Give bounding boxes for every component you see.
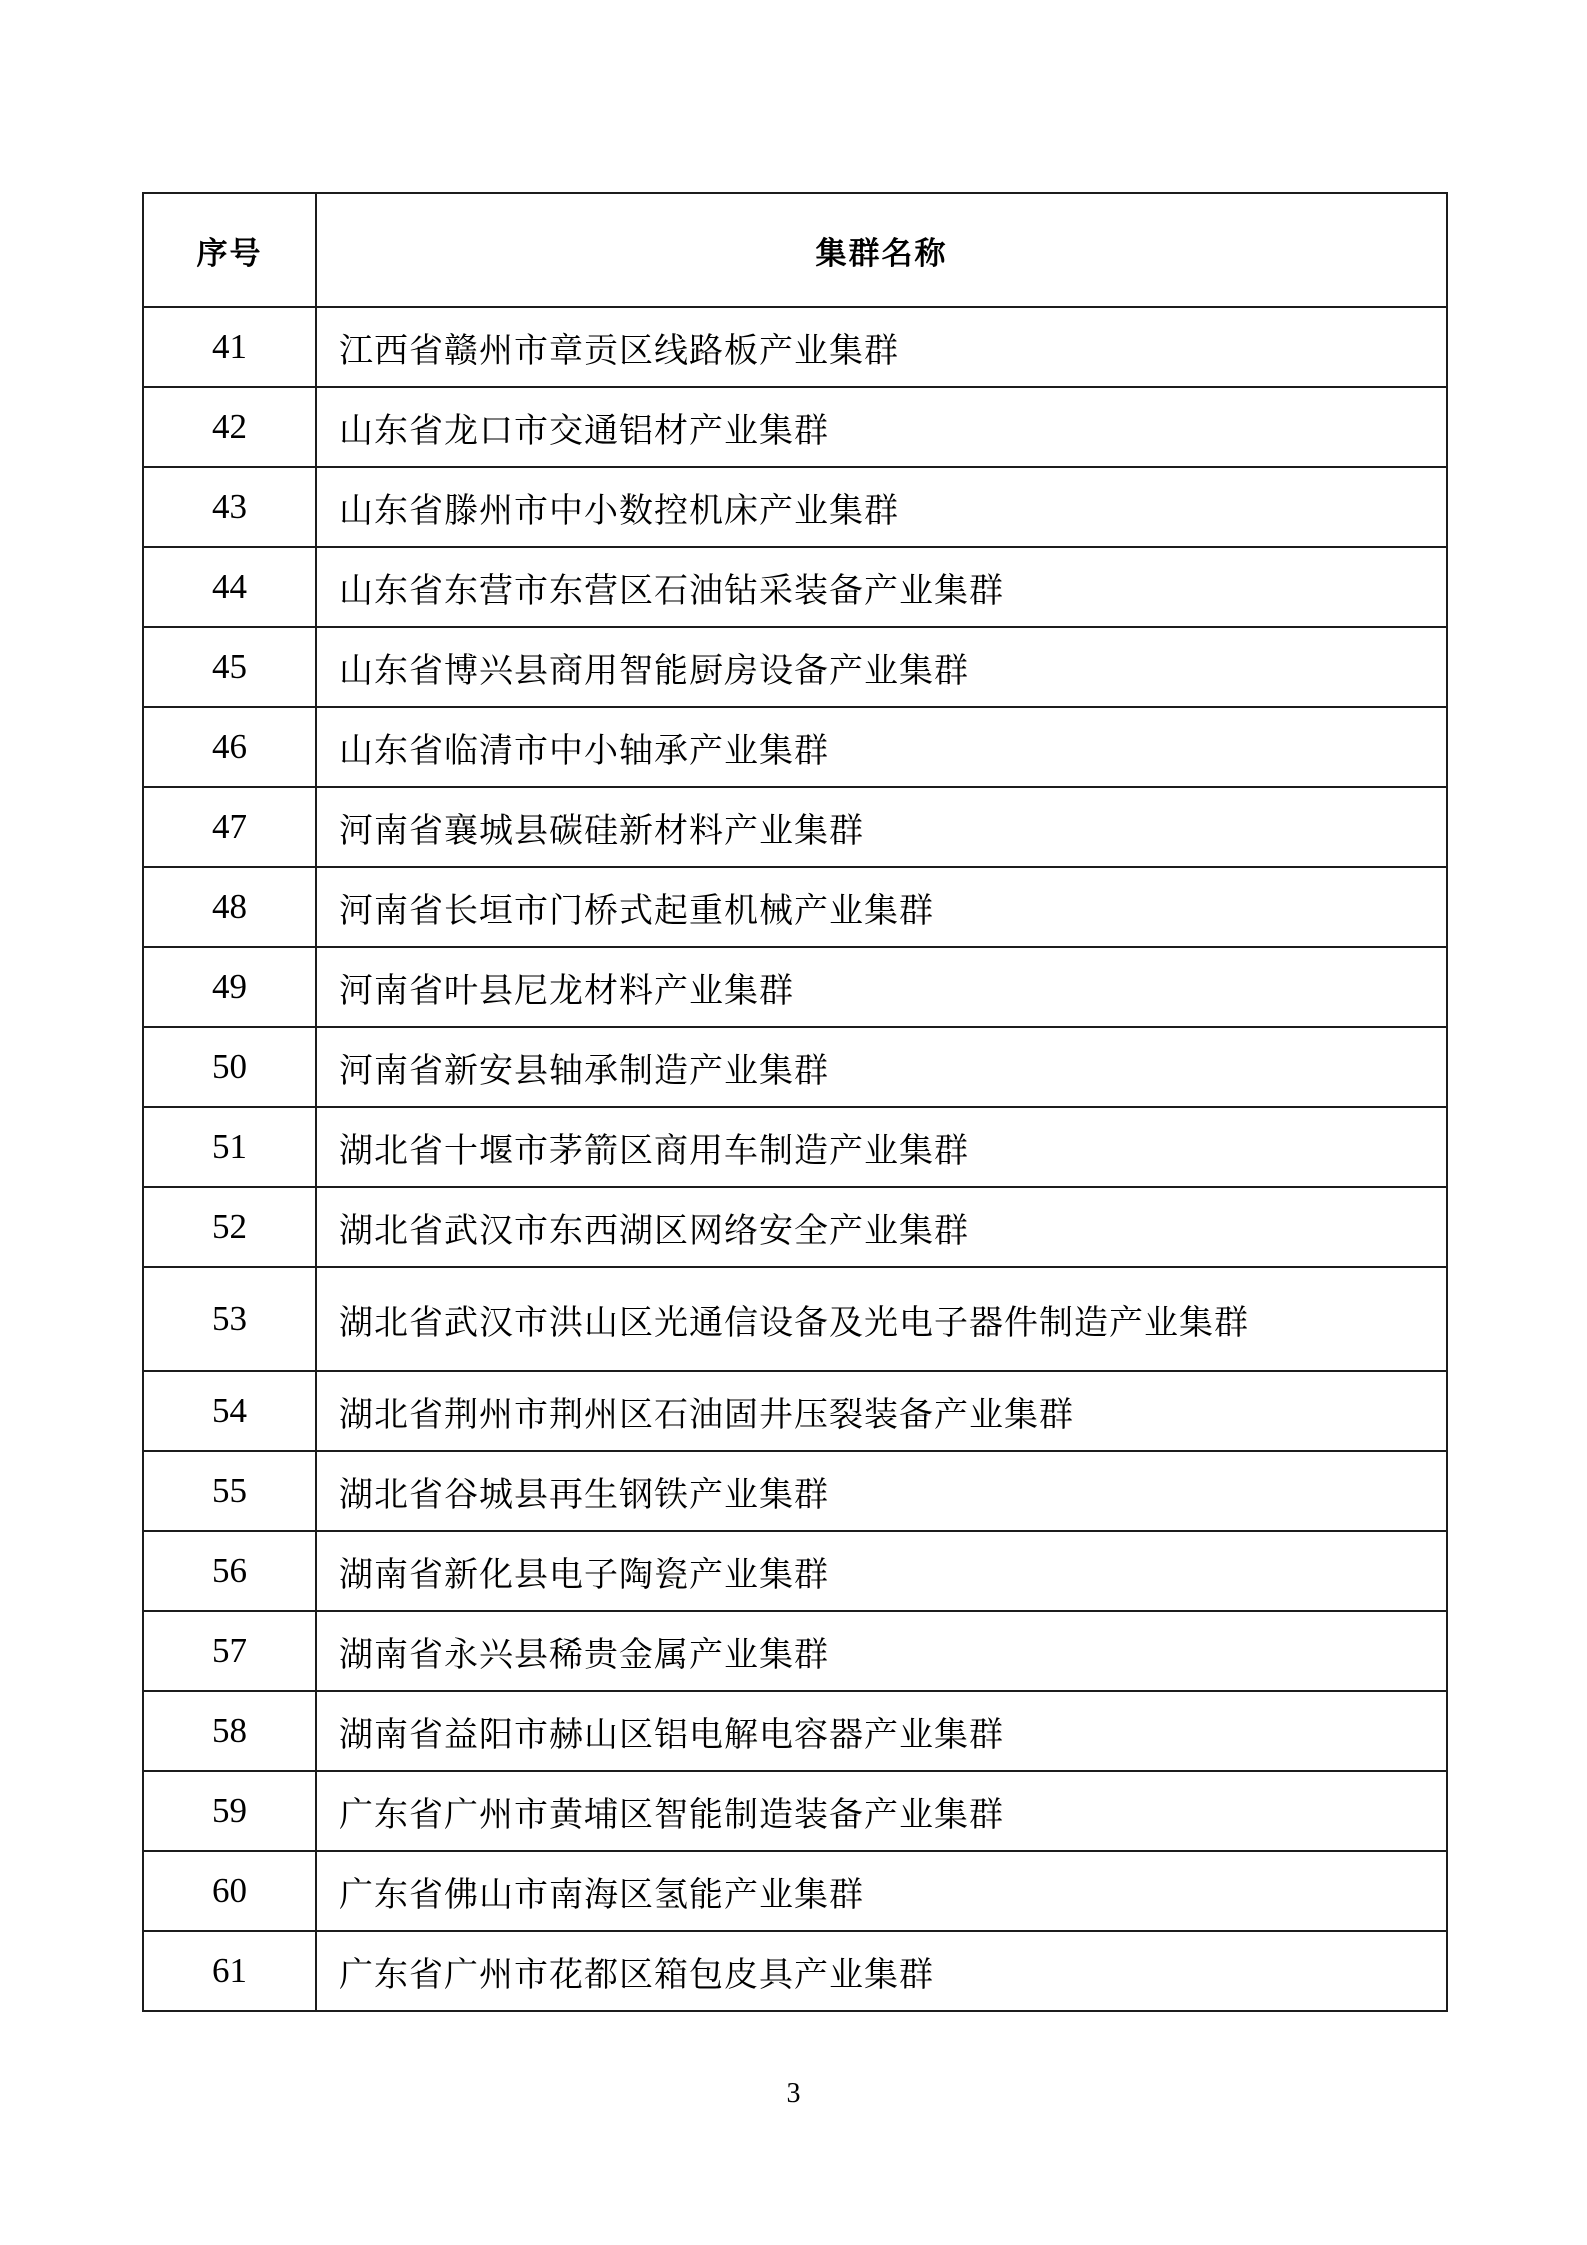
table-row bbox=[143, 867, 1447, 947]
cluster-name-cell: 河南省新安县轴承制造产业集群 bbox=[316, 1027, 1447, 1107]
row-index-cell: 43 bbox=[143, 467, 316, 547]
table-row bbox=[143, 947, 1447, 1027]
row-index-cell: 42 bbox=[143, 387, 316, 467]
table-row bbox=[143, 1107, 1447, 1187]
table-row bbox=[143, 1451, 1447, 1531]
cluster-name-cell: 湖北省荆州市荆州区石油固井压裂装备产业集群 bbox=[316, 1371, 1447, 1451]
cluster-name-cell: 山东省滕州市中小数控机床产业集群 bbox=[316, 467, 1447, 547]
table-row bbox=[143, 1851, 1447, 1931]
header-cell-cluster-name: 集群名称 bbox=[316, 193, 1447, 307]
row-index-cell: 45 bbox=[143, 627, 316, 707]
cluster-name-cell: 湖北省武汉市东西湖区网络安全产业集群 bbox=[316, 1187, 1447, 1267]
cluster-name-cell: 山东省博兴县商用智能厨房设备产业集群 bbox=[316, 627, 1447, 707]
row-index-cell: 52 bbox=[143, 1187, 316, 1267]
cluster-name-cell: 江西省赣州市章贡区线路板产业集群 bbox=[316, 307, 1447, 387]
table-row bbox=[143, 1611, 1447, 1691]
row-index-cell: 55 bbox=[143, 1451, 316, 1531]
cluster-name-cell: 河南省叶县尼龙材料产业集群 bbox=[316, 947, 1447, 1027]
cluster-name-cell: 湖北省谷城县再生钢铁产业集群 bbox=[316, 1451, 1447, 1531]
row-index-cell: 61 bbox=[143, 1931, 316, 2011]
row-index-cell: 47 bbox=[143, 787, 316, 867]
table-row bbox=[143, 1691, 1447, 1771]
table-row bbox=[143, 627, 1447, 707]
row-index-cell: 57 bbox=[143, 1611, 316, 1691]
cluster-table bbox=[142, 192, 1448, 2012]
row-index-cell: 44 bbox=[143, 547, 316, 627]
table-body bbox=[143, 307, 1447, 2011]
table-row bbox=[143, 307, 1447, 387]
cluster-name-cell: 山东省东营市东营区石油钻采装备产业集群 bbox=[316, 547, 1447, 627]
page-number: 3 bbox=[786, 2078, 801, 2109]
table-row bbox=[143, 1531, 1447, 1611]
table-row bbox=[143, 547, 1447, 627]
cluster-name-cell: 河南省长垣市门桥式起重机械产业集群 bbox=[316, 867, 1447, 947]
table-row bbox=[143, 387, 1447, 467]
cluster-name-cell: 河南省襄城县碳硅新材料产业集群 bbox=[316, 787, 1447, 867]
row-index-cell: 53 bbox=[143, 1267, 316, 1371]
table-row bbox=[143, 1187, 1447, 1267]
row-index-cell: 54 bbox=[143, 1371, 316, 1451]
cluster-name-cell: 湖北省武汉市洪山区光通信设备及光电子器件制造产业集群 bbox=[316, 1267, 1447, 1371]
row-index-cell: 58 bbox=[143, 1691, 316, 1771]
table-row bbox=[143, 707, 1447, 787]
row-index-cell: 60 bbox=[143, 1851, 316, 1931]
row-index-cell: 49 bbox=[143, 947, 316, 1027]
row-index-cell: 50 bbox=[143, 1027, 316, 1107]
table-row bbox=[143, 467, 1447, 547]
cluster-name-cell: 湖南省益阳市赫山区铝电解电容器产业集群 bbox=[316, 1691, 1447, 1771]
cluster-name-cell: 湖南省新化县电子陶瓷产业集群 bbox=[316, 1531, 1447, 1611]
cluster-name-cell: 山东省龙口市交通铝材产业集群 bbox=[316, 387, 1447, 467]
table-row bbox=[143, 787, 1447, 867]
table-row bbox=[143, 1267, 1447, 1371]
row-index-cell: 46 bbox=[143, 707, 316, 787]
table-header-row bbox=[143, 193, 1447, 307]
row-index-cell: 41 bbox=[143, 307, 316, 387]
row-index-cell: 59 bbox=[143, 1771, 316, 1851]
row-index-cell: 48 bbox=[143, 867, 316, 947]
row-index-cell: 51 bbox=[143, 1107, 316, 1187]
header-cell-index: 序号 bbox=[143, 193, 316, 307]
cluster-name-cell: 广东省广州市花都区箱包皮具产业集群 bbox=[316, 1931, 1447, 2011]
table-row bbox=[143, 1931, 1447, 2011]
table-row bbox=[143, 1771, 1447, 1851]
row-index-cell: 56 bbox=[143, 1531, 316, 1611]
cluster-name-cell: 山东省临清市中小轴承产业集群 bbox=[316, 707, 1447, 787]
table-row bbox=[143, 1371, 1447, 1451]
cluster-name-cell: 湖南省永兴县稀贵金属产业集群 bbox=[316, 1611, 1447, 1691]
cluster-name-cell: 广东省广州市黄埔区智能制造装备产业集群 bbox=[316, 1771, 1447, 1851]
table-row bbox=[143, 1027, 1447, 1107]
cluster-name-cell: 湖北省十堰市茅箭区商用车制造产业集群 bbox=[316, 1107, 1447, 1187]
cluster-name-cell: 广东省佛山市南海区氢能产业集群 bbox=[316, 1851, 1447, 1931]
